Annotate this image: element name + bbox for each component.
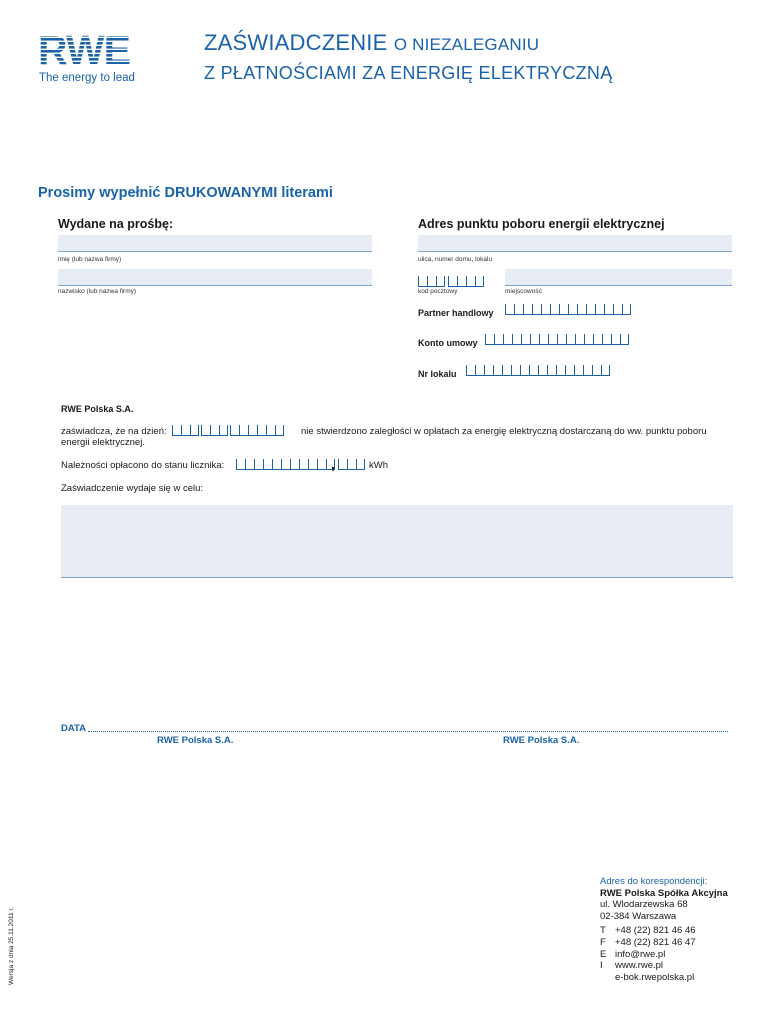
correspondence-city: 02-384 Warszawa — [600, 910, 677, 922]
unit-boxes[interactable] — [466, 365, 610, 376]
correspondence-heading: Adres do korespondencji: — [600, 876, 708, 887]
svg-text:RWE: RWE — [38, 30, 130, 73]
first-name-field[interactable] — [58, 235, 372, 252]
contact-key: T — [600, 925, 606, 937]
partner-label: Partner handlowy — [418, 308, 494, 318]
contact-value: +48 (22) 821 46 47 — [615, 936, 696, 948]
street-caption: ulica, numer domu, lokalu — [418, 256, 493, 263]
date-year-boxes[interactable] — [230, 425, 284, 436]
meter-label: Należności opłacono do stanu licznika: — [61, 460, 225, 471]
account-boxes[interactable] — [485, 334, 629, 345]
company-name: RWE Polska S.A. — [61, 404, 134, 414]
purpose-label: Zaświadczenie wydaje się w celu: — [61, 483, 204, 494]
meter-integer-input[interactable] — [236, 459, 335, 470]
postal-code-caption: kod pocztowy — [418, 288, 458, 295]
first-name-caption: imię (lub nazwa firmy) — [58, 256, 122, 263]
unit-input[interactable] — [466, 365, 610, 376]
contact-key: E — [600, 948, 607, 960]
account-label: Konto umowy — [418, 338, 478, 348]
form-title — [204, 30, 539, 56]
date-day-boxes[interactable] — [172, 425, 199, 436]
meter-comma: , — [331, 456, 335, 472]
street-field[interactable] — [418, 235, 732, 252]
contact-row — [600, 925, 728, 937]
unit-label: Nr lokalu — [418, 369, 457, 379]
fill-instruction: Prosimy wypełnić DRUKOWANYMI literami — [38, 185, 333, 201]
date-suffix: nie stwierdzono zaległości w opłatach za energię elektryczną dostarczaną do ww. punktu poboru — [301, 426, 707, 437]
postal-code-input[interactable] — [418, 276, 484, 287]
meter-integer-boxes[interactable] — [236, 459, 335, 470]
requester-heading: Wydane na prośbę: — [58, 217, 174, 231]
correspondence-street: ul. Wlodarzewska 68 — [600, 899, 688, 911]
postal-code-boxes-b[interactable] — [448, 276, 484, 287]
title-small: O NIEZALEGANIU — [393, 35, 540, 54]
purpose-textarea[interactable] — [61, 505, 733, 578]
contact-row — [600, 960, 728, 972]
contact-value: +48 (22) 821 46 46 — [615, 925, 696, 937]
city-caption: miejscowość — [505, 288, 542, 295]
title-main: ZAŚWIADCZENIE — [204, 30, 388, 55]
meter-unit: kWh — [369, 460, 388, 471]
correspondence-company: RWE Polska Spółka Akcyjna — [600, 887, 728, 899]
logo-tagline: The energy to lead — [39, 72, 135, 84]
contact-row — [600, 937, 728, 949]
postal-code-boxes-a[interactable] — [418, 276, 445, 287]
partner-boxes[interactable] — [505, 304, 631, 315]
contact-row — [600, 949, 728, 961]
partner-input[interactable] — [505, 304, 631, 315]
account-input[interactable] — [485, 334, 629, 345]
signature-right: RWE Polska S.A. — [503, 735, 580, 746]
contact-value: info@rwe.pl — [615, 948, 666, 960]
date-input[interactable] — [172, 425, 284, 436]
last-name-caption: nazwisko (lub nazwa firmy) — [58, 288, 137, 295]
address-heading: Adres punktu poboru energii elektrycznej — [418, 217, 665, 231]
signature-left: RWE Polska S.A. — [157, 735, 234, 746]
version-note: Wersja z dnia 25.11.2011 r. — [8, 906, 15, 985]
city-field[interactable] — [505, 269, 732, 286]
contact-row — [600, 972, 728, 984]
date-prefix: zaświadcza, że na dzień: — [61, 426, 167, 437]
meter-decimal-input[interactable] — [338, 459, 365, 470]
meter-decimal-boxes[interactable] — [338, 459, 365, 470]
date-signature-line[interactable] — [88, 729, 728, 732]
contact-value: e-bok.rwepolska.pl — [615, 971, 695, 983]
date-month-boxes[interactable] — [201, 425, 228, 436]
contact-key: I — [600, 960, 603, 972]
date-footer-label: DATA — [61, 723, 86, 734]
form-title-line2: Z PŁATNOŚCIAMI ZA ENERGIĘ ELEKTRYCZNĄ — [204, 63, 613, 83]
correspondence-block — [600, 876, 728, 983]
contact-value: www.rwe.pl — [615, 960, 664, 972]
last-name-field[interactable] — [58, 269, 372, 286]
body-line2: energii elektrycznej. — [61, 437, 145, 448]
contact-key: F — [600, 936, 606, 948]
